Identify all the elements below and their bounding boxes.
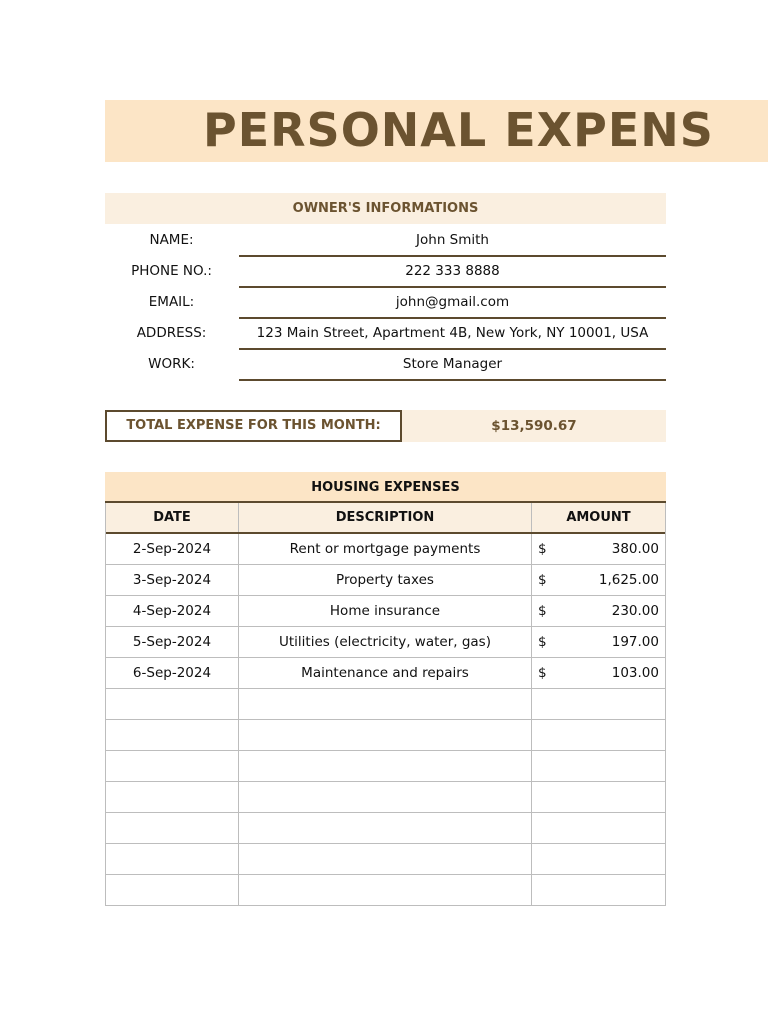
- date-cell[interactable]: [106, 844, 238, 874]
- description-cell[interactable]: [238, 875, 531, 905]
- table-row: [106, 751, 665, 782]
- amount-value: 1,625.00: [598, 572, 659, 588]
- owner-row-work: [105, 349, 666, 380]
- column-header-amount: AMOUNT: [531, 503, 665, 532]
- address-label: ADDRESS:: [136, 325, 207, 341]
- currency-symbol: $: [538, 541, 547, 557]
- owner-row-email: [105, 287, 666, 318]
- description-cell[interactable]: [238, 720, 531, 750]
- amount-value: 103.00: [611, 665, 659, 681]
- date-cell[interactable]: 5-Sep-2024: [132, 634, 212, 650]
- work-field[interactable]: Store Manager: [239, 349, 666, 381]
- currency-symbol: $: [538, 603, 547, 619]
- date-cell[interactable]: [106, 875, 238, 905]
- table-row: [106, 875, 665, 906]
- address-field[interactable]: 123 Main Street, Apartment 4B, New York, NY 10001, USA: [239, 318, 666, 350]
- date-cell[interactable]: [106, 751, 238, 781]
- table-row: [106, 534, 665, 565]
- amount-cell[interactable]: [531, 813, 665, 843]
- owner-info-header: OWNER'S INFORMATIONS: [105, 193, 666, 224]
- description-cell[interactable]: [238, 844, 531, 874]
- page-title: PERSONAL EXPENS: [203, 103, 714, 157]
- amount-cell[interactable]: [531, 751, 665, 781]
- description-cell[interactable]: [238, 751, 531, 781]
- amount-value: 197.00: [611, 634, 659, 650]
- housing-expenses-title: HOUSING EXPENSES: [105, 472, 666, 503]
- amount-cell[interactable]: [531, 875, 665, 905]
- description-cell[interactable]: Utilities (electricity, water, gas): [238, 627, 531, 657]
- amount-cell[interactable]: [531, 565, 665, 595]
- table-row: [106, 627, 665, 658]
- date-cell[interactable]: 3-Sep-2024: [132, 572, 212, 588]
- currency-symbol: $: [538, 634, 547, 650]
- description-cell[interactable]: [238, 782, 531, 812]
- name-field[interactable]: John Smith: [239, 225, 666, 257]
- amount-cell[interactable]: [531, 720, 665, 750]
- table-row: [106, 565, 665, 596]
- column-header-description: DESCRIPTION: [238, 503, 531, 532]
- column-header-date: DATE: [153, 510, 191, 525]
- total-expense-value[interactable]: $13,590.67: [402, 410, 666, 442]
- description-cell[interactable]: Home insurance: [238, 596, 531, 626]
- date-cell[interactable]: [106, 720, 238, 750]
- phone-field[interactable]: 222 333 8888: [239, 256, 666, 288]
- table-header-row: [106, 503, 665, 534]
- owner-row-address: [105, 318, 666, 349]
- amount-cell[interactable]: [531, 689, 665, 719]
- owner-row-name: [105, 225, 666, 256]
- table-row: [106, 596, 665, 627]
- amount-cell[interactable]: [531, 534, 665, 564]
- currency-symbol: $: [538, 665, 547, 681]
- amount-value: 230.00: [611, 603, 659, 619]
- date-cell[interactable]: 6-Sep-2024: [132, 665, 212, 681]
- amount-cell[interactable]: [531, 658, 665, 688]
- table-row: [106, 782, 665, 813]
- work-label: WORK:: [148, 356, 195, 372]
- owner-row-phone: [105, 256, 666, 287]
- total-expense-label: TOTAL EXPENSE FOR THIS MONTH:: [105, 410, 402, 442]
- date-cell[interactable]: 2-Sep-2024: [132, 541, 212, 557]
- amount-value: 380.00: [611, 541, 659, 557]
- email-label: EMAIL:: [148, 294, 195, 310]
- name-label: NAME:: [149, 232, 194, 248]
- description-cell[interactable]: Property taxes: [238, 565, 531, 595]
- date-cell[interactable]: [106, 782, 238, 812]
- amount-cell[interactable]: [531, 596, 665, 626]
- description-cell[interactable]: Rent or mortgage payments: [238, 534, 531, 564]
- description-cell[interactable]: [238, 813, 531, 843]
- amount-cell[interactable]: [531, 627, 665, 657]
- phone-label: PHONE NO.:: [131, 263, 212, 279]
- table-row: [106, 720, 665, 751]
- email-field[interactable]: john@gmail.com: [239, 287, 666, 319]
- date-cell[interactable]: [106, 689, 238, 719]
- table-row: [106, 844, 665, 875]
- amount-cell[interactable]: [531, 782, 665, 812]
- housing-expenses-table: [105, 472, 666, 906]
- table-row: [106, 689, 665, 720]
- description-cell[interactable]: [238, 689, 531, 719]
- table-body: [105, 534, 666, 906]
- amount-cell[interactable]: [531, 844, 665, 874]
- date-cell[interactable]: 4-Sep-2024: [132, 603, 212, 619]
- title-banner: [105, 100, 768, 162]
- table-row: [106, 658, 665, 689]
- description-cell[interactable]: Maintenance and repairs: [238, 658, 531, 688]
- currency-symbol: $: [538, 572, 547, 588]
- date-cell[interactable]: [106, 813, 238, 843]
- table-row: [106, 813, 665, 844]
